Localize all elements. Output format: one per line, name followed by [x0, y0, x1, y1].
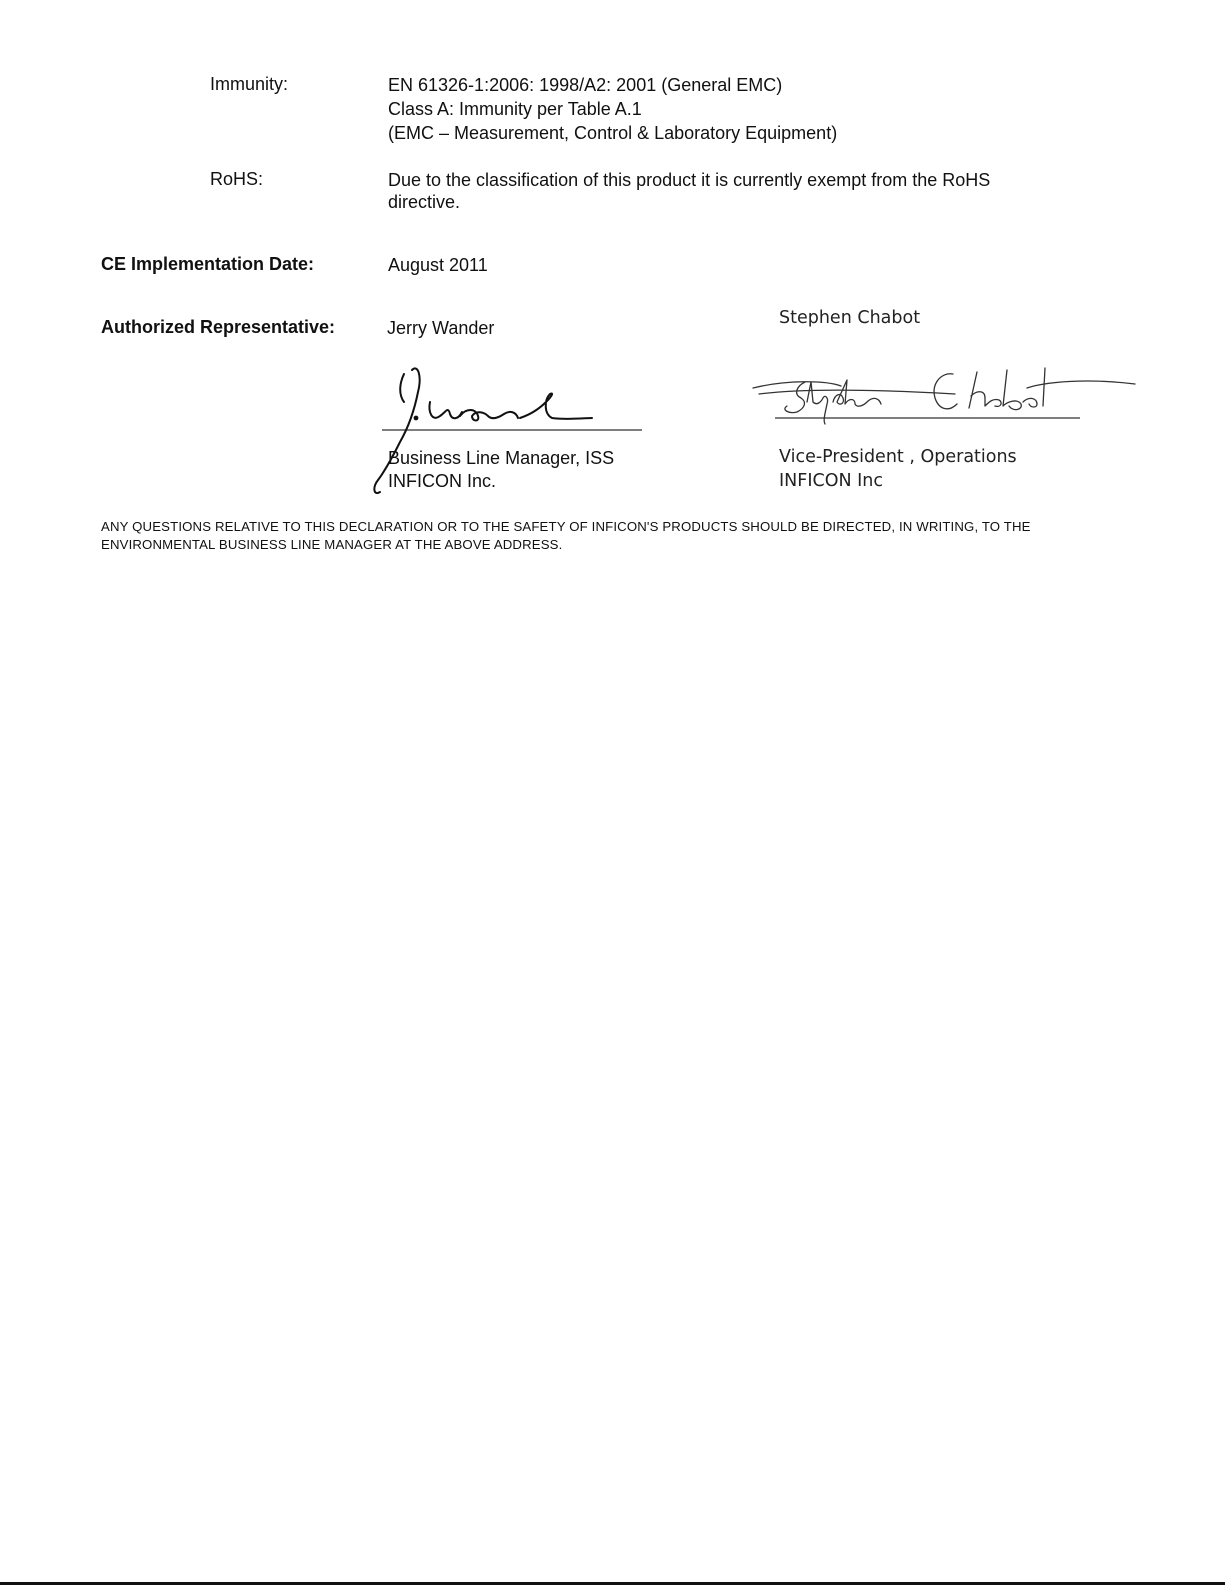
rohs-line-2: directive. [388, 192, 461, 212]
authorized-label: Authorized Representative: [101, 317, 336, 337]
rep2-company: INFICON Inc [779, 471, 884, 491]
rep1-name: Jerry Wander [387, 318, 495, 338]
rep2-name: Stephen Chabot [779, 308, 921, 328]
signature-stephen-chabot [745, 362, 1140, 432]
ce-date-value: August 2011 [388, 255, 488, 275]
immunity-label: Immunity: [210, 74, 289, 94]
immunity-line-3: (EMC – Measurement, Control & Laboratory Equipment) [388, 123, 838, 143]
ce-date-label: CE Implementation Date: [101, 254, 315, 274]
rohs-line-1: Due to the classification of this product it is currently exempt from the RoHS [388, 170, 991, 190]
rep2-title: Vice-President , Operations [779, 447, 1017, 467]
immunity-line-2: Class A: Immunity per Table A.1 [388, 99, 642, 119]
rep1-title: Business Line Manager, ISS [388, 448, 615, 468]
rep1-company: INFICON Inc. [388, 471, 497, 491]
rohs-label: RoHS: [210, 169, 264, 189]
immunity-line-1: EN 61326-1:2006: 1998/A2: 2001 (General EMC) [388, 75, 783, 95]
inquiry-notice: ANY QUESTIONS RELATIVE TO THIS DECLARATION OR TO THE SAFETY OF INFICON'S PRODUCTS SHOULD BE DIRECTED, IN WRITING, TO THE ENVIRONMENTAL BUSINESS LINE MANAGER AT THE ABOVE ADDRESS. [101, 519, 1031, 552]
